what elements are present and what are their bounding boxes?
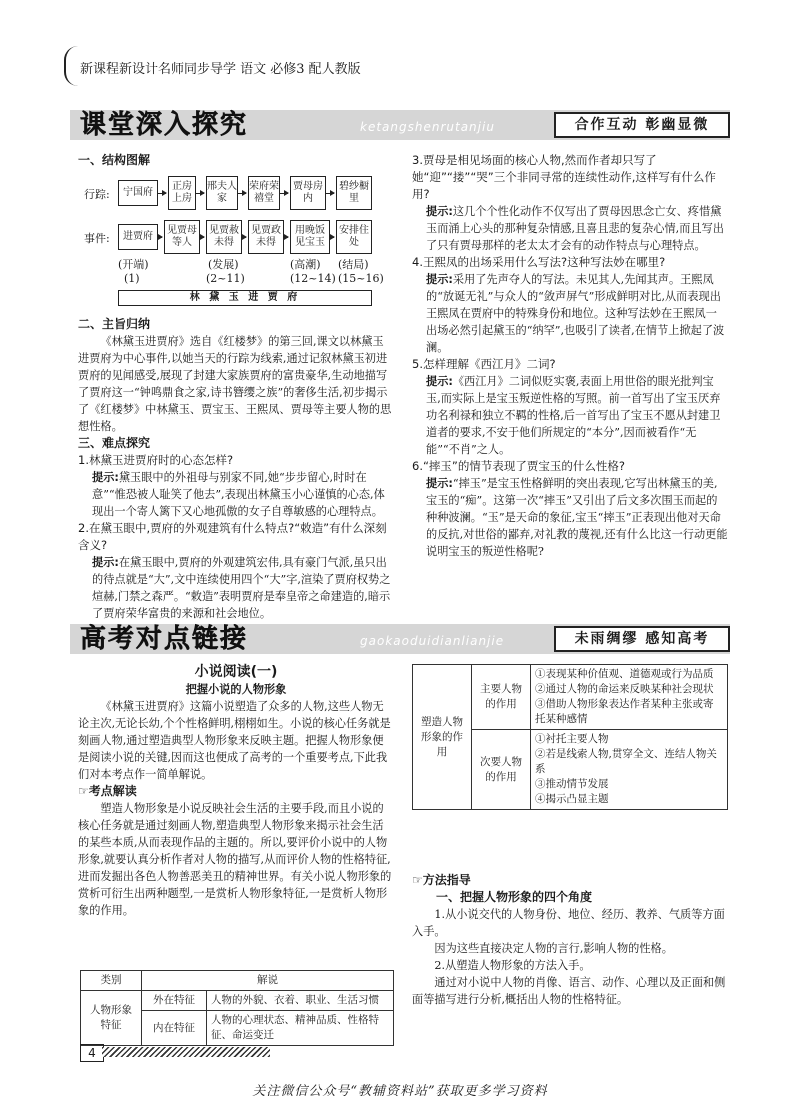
table-header: 类别 — [81, 971, 142, 991]
diagram-range: (12~14) — [290, 272, 336, 285]
theme-summary: 《林黛玉进贾府》选自《红楼梦》的第三回,课文以林黛玉进贾府为中心事件,以她当天的行踪为线索,通过记叙林黛玉初进贾府的见闻感受,展现了封建大家族贾府的富贵豪华,生动地描写了贾府这一“钟鸣鼎食之家,诗书簪缨之族”的奢侈生活,初步揭示了《红楼梦》中林黛玉、贾宝玉、王熙凤、贾母等主要人物的思想性格。 — [78, 335, 392, 433]
exam-subtitle: 把握小说的人物形象 — [185, 683, 287, 696]
list-item: ①衬托主要人物 — [535, 733, 609, 745]
question: 5.怎样理解《西江月》二词? — [412, 357, 556, 371]
question: 3.贾母是相见场面的核心人物,然而作者却只写了她“迎”“搂”“哭”三个非同寻常的连续性动作,这样写有什么作用? — [412, 153, 716, 201]
point-heading: ☞考点解读 — [78, 784, 137, 798]
method-item: 通过对小说中人物的肖像、语言、动作、心理以及正面和侧面等描写进行分析,概括出人物的性格特征。 — [412, 976, 726, 1006]
diagram-row-label: 行踪: — [84, 188, 110, 201]
table-cell: 外在特征 — [142, 991, 207, 1011]
diagram-phase: (发展) — [208, 258, 239, 271]
table-row-label: 塑造人物形象的作用 — [413, 665, 472, 810]
exam-intro: 《林黛玉进贾府》这篇小说塑造了众多的人物,这些人物无论主次,无论长幼,个个性格鲜明,栩栩如生。小说的核心任务就是刻画人物,通过塑造典型人物形象来反映主题。把握人物形象便是阅读小说的关键,因而这也便成了高考的一个重要考点,下此我们对本考点作一简单解说。 — [78, 700, 391, 781]
diagram-arrow — [238, 193, 246, 194]
answer: 提示:“摔玉”是宝玉性格鲜明的突出表现,它写出林黛玉的美,宝玉的“痴”。这第一次“摔玉”又引出了后文多次围玉而起的种种波澜。“玉”是天命的象征,宝玉“摔玉”正表现出他对天命的反抗,对世俗的鄙弃,对礼教的蔑视,还有什么比这一行动更能说明宝玉的叛逆性格呢? — [426, 477, 728, 558]
table-cell: 主要人物的作用 — [472, 665, 531, 730]
list-item: ①表现某种价值观、道德观或行为品质 — [535, 668, 714, 680]
diagram-node: 荣府荣禧堂 — [248, 176, 280, 210]
left-column — [78, 152, 394, 169]
banner-pinyin: ketangshenrutanjiu — [360, 120, 495, 134]
section-banner-exam — [70, 624, 730, 654]
method-subheading: 一、把握人物形象的四个角度 — [436, 890, 593, 904]
diagram-arrow — [284, 237, 288, 238]
list-item: ④揭示凸显主题 — [535, 793, 609, 805]
table-cell: 人物的心理状态、精神品质、性格特征、命运变迁 — [207, 1011, 394, 1046]
diagram-arrow — [200, 237, 204, 238]
exam-title: 小说阅读(一) — [194, 664, 278, 680]
list-item: ②若是线索人物,贯穿全文、连结人物关系 — [535, 748, 717, 775]
diagram-range: (2~11) — [206, 272, 245, 285]
diagram-node: 正房上房 — [168, 176, 196, 210]
table-row-label: 人物形象特征 — [81, 991, 142, 1046]
answer: 提示:在黛玉眼中,贾府的外观建筑宏伟,具有豪门气派,虽只出的待点就是“大”,文中连续使用四个“大”字,渲染了贾府权势之煊赫,门禁之森严。“敕造”表明贾府是奉皇帝之命建造的,暗示了贾府荣华富贵的来源和社会地位。 — [92, 556, 391, 620]
role-table — [412, 664, 728, 810]
diagram-node: 进贾府 — [118, 224, 158, 250]
question: 2.在黛玉眼中,贾府的外观建筑有什么特点?“敕造”有什么深刻含义? — [78, 521, 387, 552]
diagram-range: (1) — [124, 272, 140, 285]
section-heading: 二、主旨归纳 — [78, 317, 151, 331]
diagram-phase: (结局) — [338, 258, 369, 271]
section-heading: 一、结构图解 — [78, 153, 151, 167]
table-header: 解说 — [142, 971, 394, 991]
table-cell: 人物的外貌、衣着、职业、生活习惯 — [207, 991, 394, 1011]
diagram-node: 邢夫人家 — [206, 176, 238, 210]
diagram-node: 见贾母等人 — [164, 220, 200, 254]
answer: 提示:这几个个性化动作不仅写出了贾母因思念亡女、疼惜黛玉而涌上心头的那种复杂情感,且喜且悲的复杂心情,而且写出了只有贾母那样的老太太才会有的动作特点与心理特点。 — [426, 205, 724, 252]
structure-diagram — [84, 176, 384, 310]
section-heading: 三、难点探究 — [78, 436, 151, 450]
banner-title: 高考对点链接 — [80, 624, 249, 654]
diagram-node: 见贾赦未得 — [206, 220, 242, 254]
diagram-node: 安排住处 — [336, 220, 372, 254]
answer: 提示:《西江月》二词似贬实褒,表面上用世俗的眼光批判宝玉,而实际上是宝玉叛逆性格的写照。前一首写出了宝玉厌弃功名利禄和独立不羁的性格,后一首写出了宝玉不愿从封建卫道者的要求,不安于他们所规定的“本分”,因而被看作“无能”“不肖”之人。 — [426, 375, 721, 456]
feature-table — [80, 970, 394, 1046]
table-cell: 内在特征 — [142, 1011, 207, 1046]
diagram-node: 贾母房内 — [290, 176, 326, 210]
running-header: 新课程新设计名师同步导学 语文 必修3 配人教版 — [80, 62, 361, 77]
method-item: 因为这些直接决定人物的言行,影响人物的性格。 — [434, 942, 673, 955]
page-number: 4 — [80, 1044, 104, 1062]
diagram-node: 用晚饭见宝玉 — [290, 220, 330, 254]
list-item: ③借助人物形象表达作者某种主张或寄托某种感情 — [535, 698, 714, 725]
banner-tag: 未雨绸缪 感知高考 — [554, 626, 730, 652]
answer: 提示:黛玉眼中的外祖母与别家不同,她“步步留心,时时在意”“惟恐被人耻笑了他去”,表现出林黛玉小心谨慎的心态,体现出一个寄人篱下又心地孤傲的女子自尊敏感的心理特点。 — [92, 471, 385, 518]
method-section — [412, 872, 728, 1008]
diagram-arrow — [326, 193, 334, 194]
exam-left-column — [78, 664, 394, 919]
method-item: 1.从小说交代的人物身份、地位、经历、教养、气质等方面入手。 — [412, 908, 725, 938]
diagram-range: (15~16) — [338, 272, 384, 285]
diagram-row-label: 事件: — [84, 232, 110, 245]
diagram-arrow — [280, 193, 288, 194]
list-item: ③推动情节发展 — [535, 778, 609, 790]
right-column — [412, 152, 728, 560]
table-cell — [531, 665, 728, 730]
method-item: 2.从塑造人物形象的方法入手。 — [434, 959, 591, 972]
diagram-arrow — [330, 237, 334, 238]
diagram-arrow — [158, 193, 166, 194]
page-footer — [80, 1044, 270, 1060]
left-column-body — [78, 316, 394, 622]
table-cell — [531, 730, 728, 810]
point-body: 塑造人物形象是小说反映社会生活的主要手段,而且小说的核心任务就是通过刻画人物,塑造典型人物形象来揭示社会生活的某些本质,从而表现作品的主题的。所以,要评价小说中的人物形象,就要认真分析作者对人物的描写,从而评价人物的性格特征,进而发掘出各色人物善恶美丑的精神世界。有关小说人物形象的赏析可衍生出两种题型,一是赏析人物形象特征,一是赏析人物形象的作用。 — [78, 802, 392, 917]
bottom-notice: 关注微信公众号“教辅资料站”获取更多学习资料 — [252, 1084, 548, 1099]
diagram-arrow — [158, 237, 162, 238]
banner-title: 课堂深入探究 — [80, 110, 249, 140]
diagram-phase: (开端) — [118, 258, 149, 271]
question: 1.林黛玉进贾府时的心态怎样? — [78, 453, 234, 467]
diagram-node: 碧纱橱里 — [336, 176, 372, 210]
diagram-node: 见贾政未得 — [248, 220, 284, 254]
header-bracket — [64, 46, 80, 86]
question: 4.王熙凤的出场采用什么写法?这种写法妙在哪里? — [412, 255, 666, 269]
diagram-arrow — [242, 237, 246, 238]
section-banner-classroom — [70, 110, 730, 140]
answer: 提示:采用了先声夺人的写法。未见其人,先闻其声。王熙凤的“放诞无礼”与众人的“敛声屏气”形成鲜明对比,从而表现出王熙凤在贾府中的特殊身份和地位。这种写法妙在王熙凤一出场必然引起黛玉的“纳罕”,也吸引了读者,在情节上掀起了波澜。 — [426, 273, 725, 354]
banner-tag: 合作互动 彰幽显微 — [554, 112, 730, 138]
method-heading: ☞方法指导 — [412, 873, 471, 887]
footer-hatch — [102, 1047, 270, 1057]
question: 6.“摔玉”的情节表现了贾宝玉的什么性格? — [412, 459, 625, 473]
banner-pinyin: gaokaoduidianlianjie — [360, 634, 505, 648]
table-cell: 次要人物的作用 — [472, 730, 531, 810]
diagram-title: 林 黛 玉 进 贾 府 — [118, 290, 372, 306]
list-item: ②通过人物的命运来反映某种社会现状 — [535, 683, 714, 695]
diagram-phase: (高潮) — [290, 258, 321, 271]
diagram-node: 宁国府 — [118, 180, 158, 206]
diagram-arrow — [196, 193, 204, 194]
